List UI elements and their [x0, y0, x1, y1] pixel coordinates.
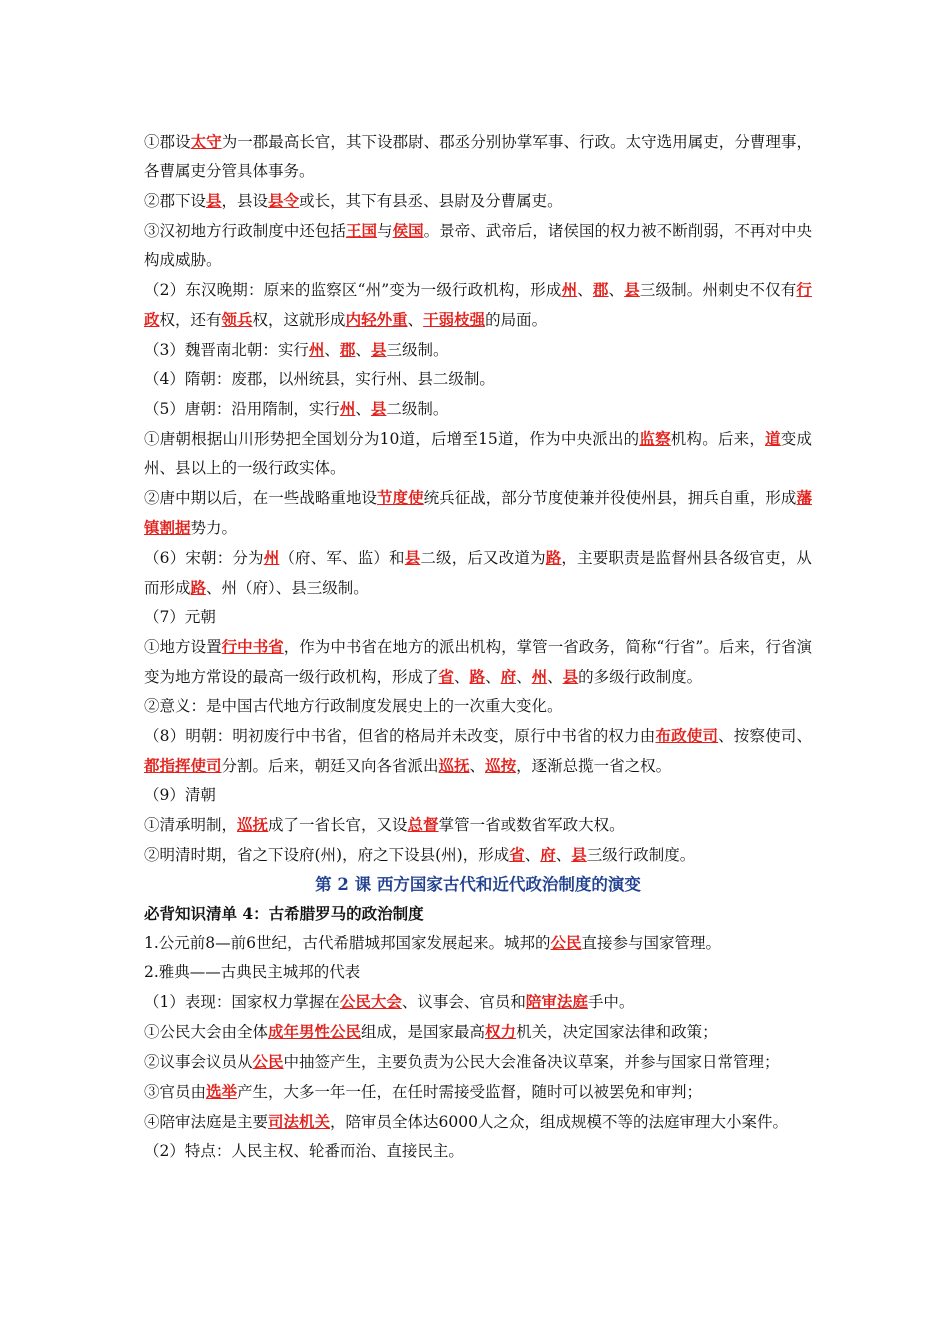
- section-greece-rome: [144, 928, 812, 1166]
- keyword-highlight: 巡按: [485, 756, 517, 775]
- keyword-highlight: 府: [540, 845, 556, 864]
- keyword-highlight: 选举: [206, 1082, 238, 1101]
- paragraph: [144, 127, 812, 186]
- paragraph: [144, 335, 812, 365]
- text-run: 、: [407, 311, 424, 329]
- keyword-highlight: 县: [206, 191, 222, 210]
- keyword-highlight: 县: [404, 548, 421, 567]
- text-run: 、议事会、官员和: [401, 993, 526, 1011]
- text-run: （5）唐朝：沿用隋制，实行: [144, 400, 340, 418]
- keyword-highlight: 监察: [639, 429, 671, 448]
- text-run: 、: [577, 281, 593, 299]
- keyword-highlight: 司法机关: [268, 1112, 331, 1131]
- text-run: 、: [555, 846, 572, 864]
- text-run: 掌管一省或数省军政大权。: [438, 816, 625, 834]
- keyword-highlight: 布政使司: [655, 726, 719, 745]
- paragraph: [144, 1047, 812, 1077]
- text-run: 三级制。: [386, 341, 449, 359]
- text-run: 、: [524, 846, 541, 864]
- keyword-highlight: 县: [370, 340, 387, 359]
- text-run: 、: [547, 668, 563, 686]
- keyword-highlight: 郡: [339, 340, 356, 359]
- section-local-admin: [144, 127, 812, 870]
- text-run: 1.公元前8—前6世纪，古代希腊城邦国家发展起来。城邦的: [144, 934, 551, 952]
- paragraph: [144, 543, 812, 603]
- text-run: （4）隋朝：废郡，以州统县，实行州、县二级制。: [144, 370, 495, 388]
- paragraph: [144, 1077, 812, 1107]
- paragraph: [144, 603, 812, 632]
- keyword-highlight: 藩镇割据: [144, 488, 812, 537]
- paragraph: [144, 987, 812, 1017]
- paragraph: [144, 275, 812, 335]
- paragraph: [144, 632, 812, 692]
- keyword-highlight: 州: [531, 667, 548, 686]
- text-run: 机构。后来，: [670, 430, 766, 448]
- text-run: ③汉初地方行政制度中还包括: [144, 222, 346, 240]
- text-run: 或长，其下有县丞、县尉及分曹属吏。: [299, 192, 563, 210]
- keyword-highlight: 行政: [144, 280, 812, 329]
- keyword-highlight: 路: [190, 578, 207, 597]
- text-run: 、按察使司、: [718, 727, 812, 745]
- paragraph: [144, 216, 812, 275]
- keyword-highlight: 内轻外重: [345, 310, 408, 329]
- paragraph: [144, 1137, 812, 1166]
- text-run: 分割。后来，朝廷又向各省派出: [221, 757, 439, 775]
- text-run: ②郡下设: [144, 192, 207, 210]
- keyword-highlight: 都指挥使司: [144, 756, 222, 775]
- paragraph: [144, 958, 812, 987]
- text-run: ③官员由: [144, 1083, 207, 1101]
- text-run: 、: [355, 400, 371, 418]
- text-run: 、: [485, 668, 501, 686]
- text-run: 成了一省长官，又设: [268, 816, 408, 834]
- text-run: ①地方设置: [144, 638, 222, 656]
- lesson-title: 第 2 课 西方国家古代和近代政治制度的演变: [315, 875, 641, 894]
- text-run: 、: [469, 757, 486, 775]
- keyword-highlight: 州: [263, 548, 280, 567]
- document-page: [144, 127, 812, 1166]
- keyword-highlight: 陪审法庭: [525, 992, 588, 1011]
- text-run: 的局面。: [485, 311, 548, 329]
- text-run: 权，还有: [159, 311, 222, 329]
- keyword-highlight: 县令: [268, 191, 300, 210]
- keyword-highlight: 州: [308, 340, 325, 359]
- keyword-highlight: 公民大会: [339, 992, 402, 1011]
- keyword-highlight: 成年男性公民: [268, 1022, 362, 1041]
- keyword-highlight: 省: [509, 845, 525, 864]
- text-run: （府、军、监）和: [279, 549, 405, 567]
- text-run: ，作为中书省在地方的派出机构，掌管一省政务，简称“行省”。后来，行省演变为地方常设的最高一级行政机构，形成了: [144, 638, 812, 686]
- paragraph: [144, 186, 812, 216]
- text-run: ，主要职责是监督州县各级官吏，从而形成: [144, 549, 812, 597]
- paragraph: [144, 424, 812, 483]
- paragraph: [144, 781, 812, 810]
- text-run: ②明清时期，省之下设府(州)，府之下设县(州)，形成: [144, 846, 510, 864]
- keyword-highlight: 省: [438, 667, 455, 686]
- paragraph: [144, 1107, 812, 1137]
- text-run: 三级制。州刺史不仅有: [639, 281, 797, 299]
- text-run: ②议事会议员从: [144, 1053, 253, 1071]
- keyword-highlight: 州: [339, 399, 356, 418]
- section-heading: 必背知识清单 4：古希腊罗马的政治制度: [144, 904, 424, 923]
- keyword-highlight: 州: [561, 280, 578, 299]
- keyword-highlight: 县: [370, 399, 387, 418]
- keyword-highlight: 权力: [485, 1022, 517, 1041]
- text-run: 2.雅典——古典民主城邦的代表: [144, 963, 361, 981]
- text-run: 、: [608, 281, 625, 299]
- text-run: 、: [324, 341, 340, 359]
- text-run: 与: [377, 222, 393, 240]
- text-run: 的多级行政制度。: [578, 668, 703, 686]
- text-run: （7）元朝: [144, 608, 216, 626]
- text-run: ①公民大会由全体: [144, 1023, 269, 1041]
- text-run: （9）清朝: [144, 786, 216, 804]
- paragraph: [144, 928, 812, 958]
- paragraph: [144, 365, 812, 394]
- text-run: 机关，决定国家法律和政策；: [516, 1023, 718, 1041]
- keyword-highlight: 路: [469, 667, 486, 686]
- text-run: （8）明朝：明初废行中书省，但省的格局并未改变，原行中书省的权力由: [144, 727, 656, 745]
- text-run: 二级制。: [386, 400, 449, 418]
- keyword-highlight: 路: [545, 548, 562, 567]
- text-run: 手中。: [587, 993, 635, 1011]
- paragraph: [144, 840, 812, 870]
- keyword-highlight: 郡: [592, 280, 609, 299]
- text-run: （2）特点：人民主权、轮番而治、直接民主。: [144, 1142, 464, 1160]
- text-run: ①郡设: [144, 133, 191, 151]
- text-run: （6）宋朝：分为: [144, 549, 264, 567]
- keyword-highlight: 公民: [550, 933, 582, 952]
- paragraph: [144, 692, 812, 721]
- text-run: ②意义：是中国古代地方行政制度发展史上的一次重大变化。: [144, 697, 563, 715]
- text-run: 。景帝、武帝后，诸侯国的权力被不断削弱，不再对中央构成威胁。: [144, 222, 812, 269]
- text-run: 、: [454, 668, 470, 686]
- paragraph: [144, 394, 812, 424]
- keyword-highlight: 府: [500, 667, 517, 686]
- text-run: 中抽签产生，主要负责为公民大会准备决议草案，并参与国家日常管理；: [283, 1053, 780, 1071]
- paragraph: [144, 721, 812, 781]
- text-run: ，县设: [221, 192, 269, 210]
- paragraph: [144, 483, 812, 543]
- keyword-highlight: 县: [624, 280, 640, 299]
- text-run: 、州（府）、县三级制。: [206, 579, 369, 597]
- text-run: 变成州、县以上的一级行政实体。: [144, 430, 812, 477]
- text-run: 二级，后又改道为: [420, 549, 546, 567]
- keyword-highlight: 领兵: [221, 310, 253, 329]
- text-run: 组成，是国家最高: [361, 1023, 486, 1041]
- text-run: ①唐朝根据山川形势把全国划分为10道，后增至15道，作为中央派出的: [144, 430, 640, 448]
- text-run: ②唐中期以后，在一些战略重地设: [144, 489, 378, 507]
- text-run: 、: [355, 341, 371, 359]
- paragraph: [144, 810, 812, 840]
- text-run: 势力。: [190, 519, 238, 537]
- keyword-highlight: 侯国: [392, 221, 424, 240]
- text-run: ④陪审法庭是主要: [144, 1113, 269, 1131]
- text-run: 为一郡最高长官，其下设郡尉、郡丞分别协掌军事、行政。太守选用属吏，分曹理事，各曹属吏分管具体事务。: [144, 133, 812, 180]
- keyword-highlight: 巡抚: [237, 815, 269, 834]
- text-run: ①清承明制，: [144, 816, 238, 834]
- keyword-highlight: 县: [562, 667, 579, 686]
- text-run: 、: [516, 668, 532, 686]
- paragraph: [144, 1017, 812, 1047]
- keyword-highlight: 太守: [190, 132, 222, 151]
- keyword-highlight: 行中书省: [221, 637, 284, 656]
- text-run: （3）魏晋南北朝：实行: [144, 341, 309, 359]
- keyword-highlight: 公民: [252, 1052, 284, 1071]
- text-run: （1）表现：国家权力掌握在: [144, 993, 340, 1011]
- keyword-highlight: 巡抚: [438, 756, 470, 775]
- keyword-highlight: 节度使: [377, 488, 424, 507]
- text-run: 权，这就形成: [252, 311, 346, 329]
- keyword-highlight: 县: [571, 845, 587, 864]
- text-run: 统兵征战，部分节度使兼并役使州县，拥兵自重，形成: [423, 489, 797, 507]
- keyword-highlight: 总督: [407, 815, 439, 834]
- keyword-highlight: 道: [765, 429, 781, 448]
- text-run: （2）东汉晚期：原来的监察区“州”变为一级行政机构，形成: [144, 281, 562, 299]
- text-run: 直接参与国家管理。: [581, 934, 722, 952]
- text-run: ，陪审员全体达6000人之众，组成规模不等的法庭审理大小案件。: [330, 1113, 788, 1131]
- keyword-highlight: 王国: [345, 221, 378, 240]
- text-run: 三级行政制度。: [586, 846, 696, 864]
- keyword-highlight: 干弱枝强: [423, 310, 486, 329]
- text-run: 产生，大多一年一任，在任时需接受监督，随时可以被罢免和审判；: [237, 1083, 703, 1101]
- text-run: ，逐渐总揽一省之权。: [516, 757, 672, 775]
